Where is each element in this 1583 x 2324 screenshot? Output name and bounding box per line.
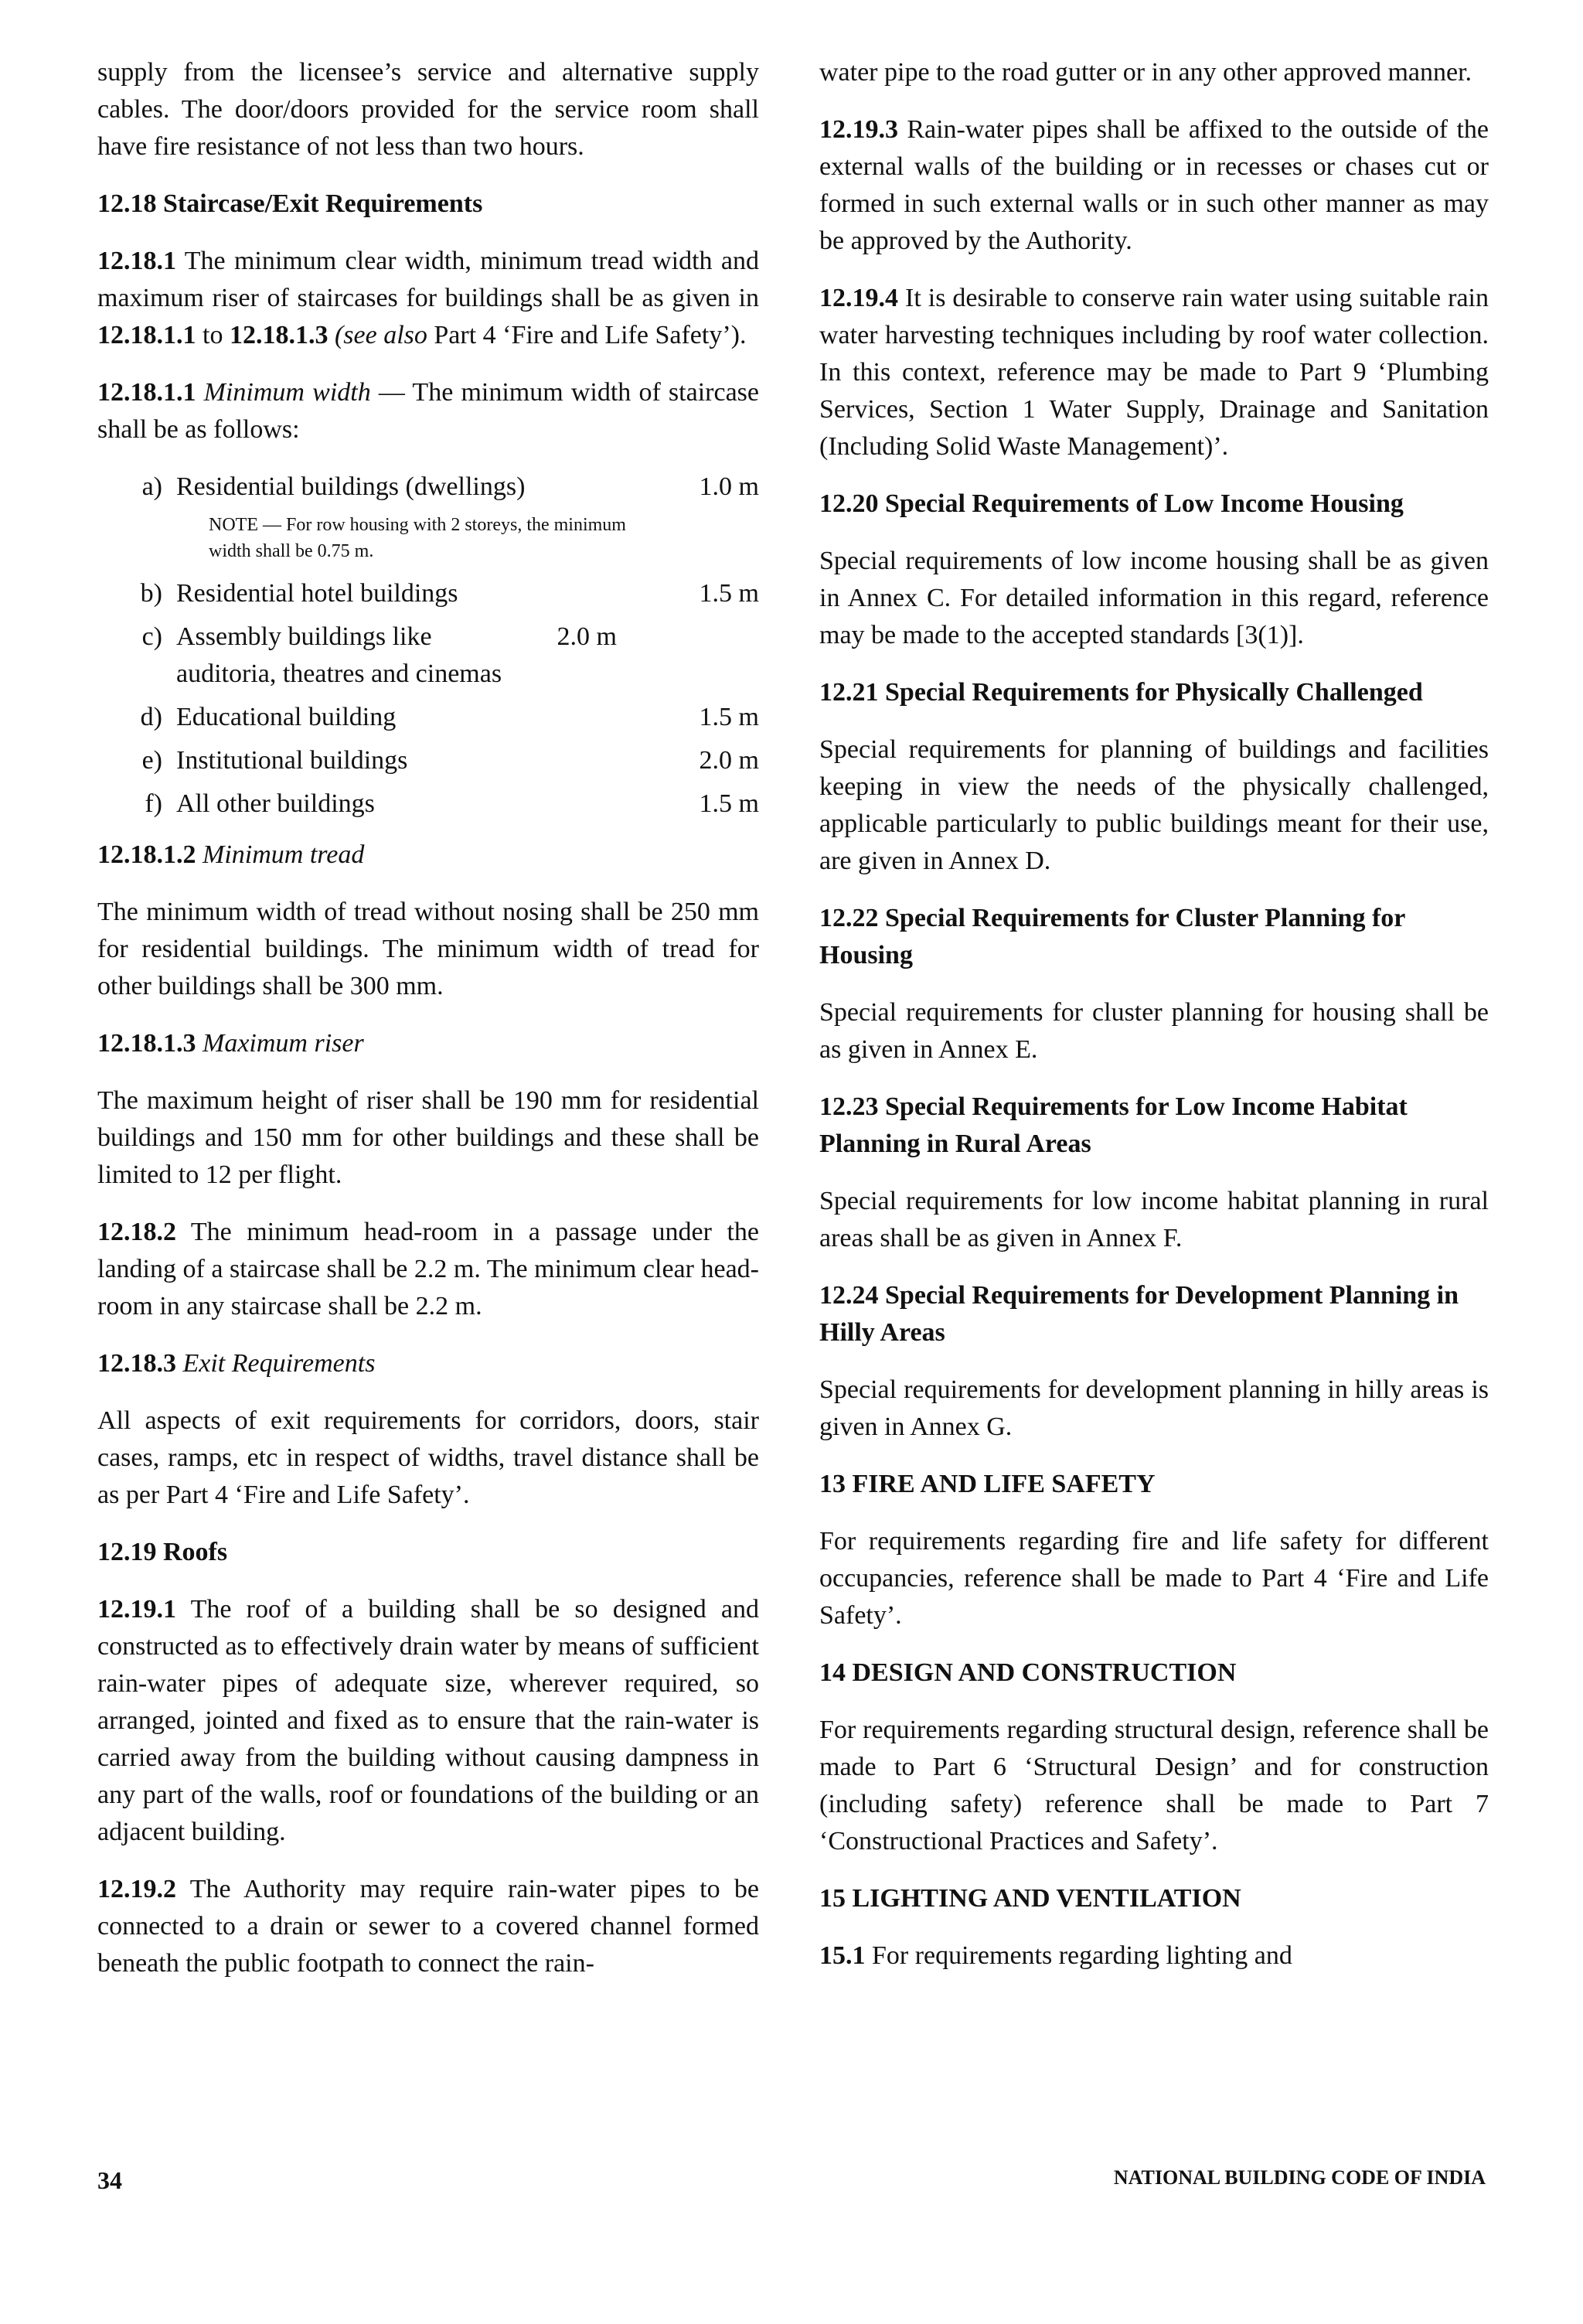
list-text: Institutional buildings bbox=[176, 746, 408, 775]
clause-text: The roof of a building shall be so designed and constructed as to effectively drain water by means of sufficient rain-water pipes of adequate size, wherever required, so arranged, jointed and fixed as to ensure that the rain-water is carried away from the building without causing dampness in any part of the walls, roof or foundations of the building or an adjacent building. bbox=[97, 1595, 759, 1846]
clause-text: Part 4 ‘Fire and Life Safety’). bbox=[427, 321, 747, 349]
width-list bbox=[97, 469, 759, 823]
clause-number: 12.18.1.1 bbox=[97, 378, 196, 407]
paragraph bbox=[819, 1937, 1489, 1975]
clause-number: 12.18.3 bbox=[97, 1349, 176, 1378]
list-item bbox=[97, 618, 759, 693]
paragraph: Special requirements of low income housing shall be as given in Annex C. For detailed information in this regard, reference may be made to the accepted standards [3(1)]. bbox=[819, 547, 1489, 649]
paragraph bbox=[97, 1591, 759, 1851]
section-heading: 12.22 Special Requirements for Cluster Planning for Housing bbox=[819, 904, 1405, 969]
paragraph: Special requirements for development planning in hilly areas is given in Annex G. bbox=[819, 1375, 1489, 1441]
list-item bbox=[97, 785, 759, 823]
section-heading: 13 FIRE AND LIFE SAFETY bbox=[819, 1470, 1156, 1498]
clause-number: 12.18.1.2 bbox=[97, 840, 196, 869]
list-value: 2.0 m bbox=[699, 746, 759, 775]
paragraph: Special requirements for planning of buildings and facilities keeping in view the needs of the physically challenged, applicable particularly to public buildings meant for their use, are given in Annex D. bbox=[819, 735, 1489, 875]
clause-text: The minimum clear width, minimum tread width and maximum riser of staircases for buildings shall be as given in bbox=[97, 247, 759, 312]
paragraph bbox=[97, 243, 759, 354]
clause-text: The minimum head-room in a passage under the landing of a staircase shall be 2.2 m. The minimum clear head-room in any staircase shall be 2.2 m. bbox=[97, 1218, 759, 1320]
section-heading: 12.19 Roofs bbox=[97, 1538, 228, 1566]
list-value: 2.0 m bbox=[557, 622, 617, 651]
clause-number: 12.19.1 bbox=[97, 1595, 176, 1624]
clause-text: Rain-water pipes shall be affixed to the outside of the external walls of the building or in recesses or chases cut or formed in such external walls or in such other manner as may be approved by the Authority. bbox=[819, 115, 1489, 255]
paragraph: Special requirements for cluster planning for housing shall be as given in Annex E. bbox=[819, 998, 1489, 1064]
clause-number: 12.19.4 bbox=[819, 284, 898, 312]
clause-title: Exit Requirements bbox=[176, 1349, 376, 1378]
list-label: c) bbox=[141, 622, 162, 651]
section-heading: 12.23 Special Requirements for Low Income Habitat Planning in Rural Areas bbox=[819, 1092, 1408, 1158]
paragraph bbox=[97, 1871, 759, 1982]
clause-number: 12.19.2 bbox=[97, 1875, 176, 1903]
clause-title: Minimum tread bbox=[196, 840, 365, 869]
list-text: Assembly buildings like auditoria, theatres and cinemas bbox=[176, 622, 502, 688]
paragraph bbox=[819, 280, 1489, 465]
list-value: 1.5 m bbox=[699, 789, 759, 818]
paragraph: The minimum width of tread without nosing shall be 250 mm for residential buildings. The minimum width of tread for other buildings shall be 300 mm. bbox=[97, 898, 759, 1000]
subsection-heading bbox=[97, 1345, 759, 1382]
section-heading: 15 LIGHTING AND VENTILATION bbox=[819, 1884, 1241, 1913]
running-footer-title: NATIONAL BUILDING CODE OF INDIA bbox=[1113, 2166, 1486, 2189]
clause-title: Minimum width bbox=[196, 378, 371, 407]
list-item bbox=[97, 742, 759, 779]
list-label: b) bbox=[140, 579, 162, 608]
clause-number: 12.18.2 bbox=[97, 1218, 176, 1246]
list-text: Educational building bbox=[176, 703, 397, 731]
page-number: 34 bbox=[97, 2166, 122, 2194]
paragraph: For requirements regarding fire and life safety for different occupancies, reference shall be made to Part 4 ‘Fire and Life Safety’. bbox=[819, 1527, 1489, 1630]
list-value: 1.5 m bbox=[699, 703, 759, 731]
list-item bbox=[97, 469, 759, 506]
subsection-heading bbox=[97, 837, 759, 874]
clause-text: For requirements regarding lighting and bbox=[865, 1941, 1292, 1970]
left-column bbox=[97, 54, 759, 1982]
list-text: All other buildings bbox=[176, 789, 375, 818]
section-heading: 12.21 Special Requirements for Physically Challenged bbox=[819, 678, 1423, 707]
section-heading: 12.24 Special Requirements for Development Planning in Hilly Areas bbox=[819, 1281, 1459, 1347]
list-item bbox=[97, 699, 759, 736]
paragraph: supply from the licensee’s service and alternative supply cables. The door/doors provided for the service room shall have fire resistance of not less than two hours. bbox=[97, 58, 759, 161]
clause-ref: 12.18.1.3 bbox=[229, 321, 329, 349]
list-text: Residential hotel buildings bbox=[176, 579, 458, 608]
paragraph bbox=[819, 111, 1489, 260]
paragraph: For requirements regarding structural design, reference shall be made to Part 6 ‘Structural Design’ and for construction (including safety) reference shall be made to Part 7 ‘Constructional Practices and Safety’. bbox=[819, 1716, 1489, 1855]
list-label: e) bbox=[141, 746, 162, 775]
clause-number: 12.18.1.3 bbox=[97, 1029, 196, 1058]
subsection-heading bbox=[97, 1025, 759, 1062]
clause-title: Maximum riser bbox=[196, 1029, 364, 1058]
list-value: 1.5 m bbox=[699, 579, 759, 608]
clause-ref: 12.18.1.1 bbox=[97, 321, 196, 349]
list-item bbox=[97, 575, 759, 612]
note: NOTE — For row housing with 2 storeys, the minimum width shall be 0.75 m. bbox=[209, 515, 626, 561]
clause-text: — The minimum width of staircase shall be as follows: bbox=[97, 378, 759, 444]
clause-see-also: (see also bbox=[328, 321, 427, 349]
paragraph: water pipe to the road gutter or in any other approved manner. bbox=[819, 58, 1472, 87]
list-label: a) bbox=[141, 472, 162, 501]
clause-text: The Authority may require rain-water pipes to be connected to a drain or sewer to a covered channel formed beneath the public footpath to connect the rain- bbox=[97, 1875, 759, 1978]
clause-number: 12.19.3 bbox=[819, 115, 898, 144]
section-heading: 12.20 Special Requirements of Low Income Housing bbox=[819, 489, 1404, 518]
right-column bbox=[819, 54, 1489, 1975]
paragraph: Special requirements for low income habitat planning in rural areas shall be as given in Annex F. bbox=[819, 1187, 1489, 1252]
section-heading: 12.18 Staircase/Exit Requirements bbox=[97, 189, 483, 218]
clause-text: It is desirable to conserve rain water using suitable rain water harvesting techniques including by roof water collection. In this context, reference may be made to Part 9 ‘Plumbing Services, Section 1 Water Supply, Drainage and Sanitation (Including Solid Waste Management)’. bbox=[819, 284, 1489, 461]
clause-number: 15.1 bbox=[819, 1941, 866, 1970]
list-label: d) bbox=[140, 703, 162, 731]
paragraph: The maximum height of riser shall be 190 mm for residential buildings and 150 mm for other buildings and these shall be limited to 12 per flight. bbox=[97, 1086, 759, 1189]
paragraph: All aspects of exit requirements for corridors, doors, stair cases, ramps, etc in respect of widths, travel distance shall be as per Part 4 ‘Fire and Life Safety’. bbox=[97, 1406, 759, 1509]
section-heading: 14 DESIGN AND CONSTRUCTION bbox=[819, 1658, 1237, 1687]
paragraph bbox=[97, 1214, 759, 1325]
list-label: f) bbox=[145, 789, 162, 818]
paragraph bbox=[97, 374, 759, 448]
list-value: 1.0 m bbox=[699, 472, 759, 501]
clause-text: to bbox=[196, 321, 230, 349]
list-text: Residential buildings (dwellings) bbox=[176, 472, 526, 501]
clause-number: 12.18.1 bbox=[97, 247, 176, 275]
